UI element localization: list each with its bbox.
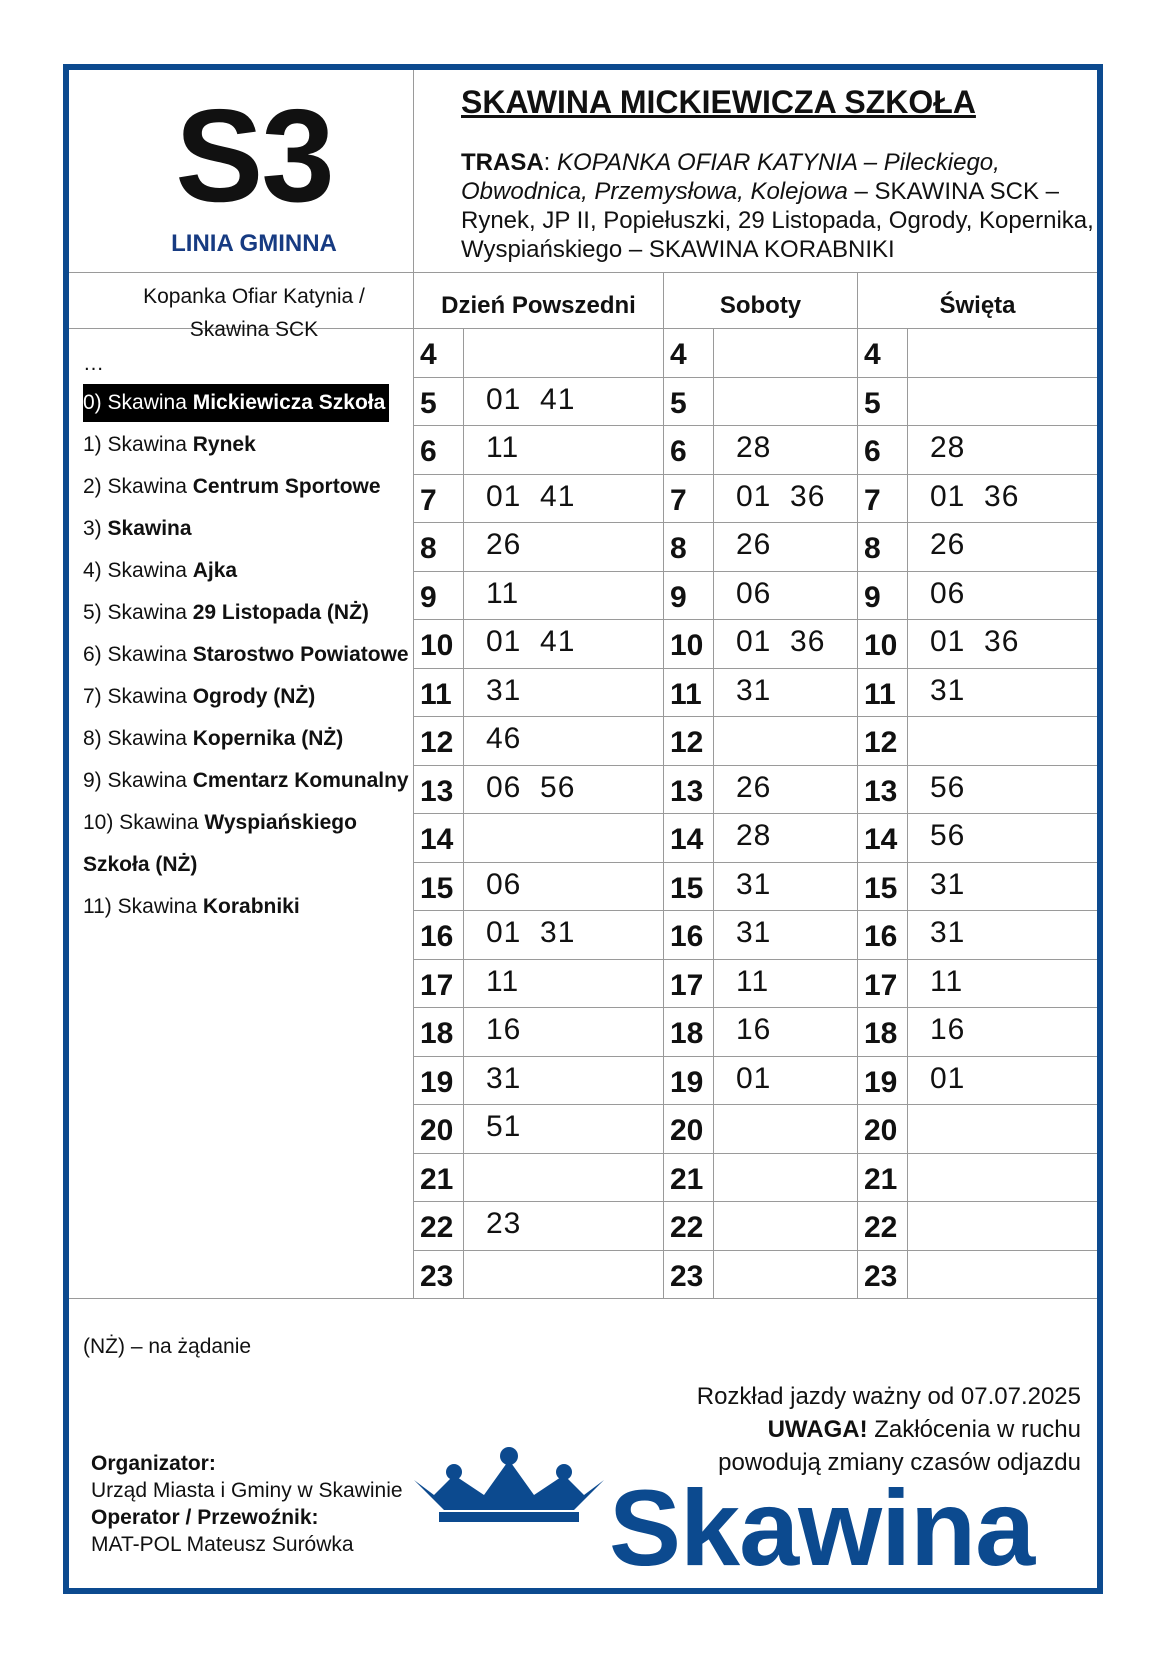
column-holiday: Święta (939, 292, 1016, 319)
divider (414, 474, 1097, 475)
divider (414, 668, 1097, 669)
stop-item (83, 886, 439, 928)
stop-item (83, 382, 439, 424)
departure-minutes: 28 (736, 431, 772, 464)
hour-label: 19 (864, 1065, 898, 1099)
hour-label: 22 (420, 1211, 454, 1244)
route-rest: – SKAWINA SCK – Rynek, JP II, Popiełuszki, 29 Listopada, Ogrody, Kopernika, Wyspiańskiego – SKAWINA KORABNIKI (461, 178, 1094, 263)
hour-label: 5 (670, 386, 687, 420)
stop-prefix: 10) Skawina (83, 811, 205, 834)
departure-minutes: 51 (486, 1110, 522, 1143)
hour-label: 22 (670, 1211, 704, 1244)
hour-label: 19 (670, 1065, 704, 1099)
route-label: TRASA (461, 149, 544, 176)
departure-minutes: 26 (736, 528, 772, 561)
stop-prefix: 7) Skawina (83, 685, 193, 708)
warning (697, 1413, 1081, 1446)
hour-label: 9 (670, 580, 687, 614)
divider (414, 619, 1097, 620)
hour-label: 5 (420, 386, 437, 420)
departure-minutes: 01 (930, 1061, 966, 1095)
hour-label: 9 (420, 580, 437, 614)
hour-label: 13 (420, 774, 454, 808)
departure-minutes: 31 (486, 1061, 522, 1095)
departure-minutes: 16 (736, 1013, 772, 1046)
departure-minutes: 31 (486, 673, 522, 707)
stop-prefix: 0) Skawina (83, 391, 193, 414)
hour-label: 14 (420, 823, 454, 856)
hour-label: 7 (864, 483, 881, 517)
departure-minutes: 11 (486, 431, 520, 464)
stop-name-text: Starostwo Powiatowe (192, 643, 409, 666)
hour-label: 15 (420, 871, 454, 905)
hour-label: 5 (864, 386, 881, 420)
stop-prefix: 3) (83, 517, 108, 540)
departure-minutes: 23 (486, 1207, 522, 1240)
departure-minutes: 16 (930, 1013, 966, 1046)
hour-label: 12 (670, 726, 704, 759)
stop-name-text: Szkoła (NŻ) (83, 853, 198, 876)
hour-label: 23 (670, 1259, 704, 1293)
stop-item (83, 676, 439, 718)
hour-label: 15 (864, 871, 898, 905)
divider (414, 716, 1097, 717)
divider (414, 765, 1097, 766)
route-description: TRASA: KOPANKA OFIAR KATYNIA – Pileckiego, Obwodnica, Przemysłowa, Kolejowa – SKAWINA SCK – Rynek, JP II, Popiełuszki, 29 Listopada, Ogrody, Kopernika, Wyspiańskiego – SKAWINA KORABNIKI (461, 149, 1094, 263)
stop-prefix: 2) Skawina (83, 475, 193, 498)
hour-label: 9 (864, 580, 881, 614)
departure-minutes: 11 (486, 964, 520, 998)
divider (414, 959, 1097, 960)
stop-item (83, 346, 439, 382)
stop-item (83, 760, 439, 802)
hour-label: 4 (864, 338, 881, 371)
departure-minutes: 01 41 (486, 625, 576, 658)
hour-label: 14 (670, 823, 704, 856)
stop-item (83, 802, 439, 844)
stop-prefix: 6) Skawina (83, 643, 193, 666)
stop-name-text: Ogrody (NŻ) (192, 685, 316, 708)
departure-minutes: 11 (930, 964, 964, 998)
hour-label: 11 (864, 677, 896, 711)
warning-label: UWAGA! (767, 1416, 868, 1443)
hour-label: 18 (864, 1017, 898, 1050)
hour-label: 20 (420, 1114, 454, 1147)
hour-label: 17 (670, 968, 704, 1002)
hour-label: 11 (670, 677, 702, 711)
stop-prefix: 4) Skawina (83, 559, 193, 582)
departure-minutes: 31 (930, 673, 966, 707)
hour-label: 6 (420, 435, 437, 468)
stop-name-text: Mickiewicza Szkoła (192, 391, 386, 414)
hour-label: 18 (670, 1017, 704, 1050)
hour-label: 8 (670, 532, 687, 565)
divider (414, 1250, 1097, 1251)
stop-list (83, 346, 439, 928)
departure-minutes: 01 36 (930, 479, 1020, 513)
stop-prefix: … (83, 352, 104, 375)
divider (414, 1007, 1097, 1008)
departure-minutes: 16 (486, 1013, 522, 1046)
departure-minutes: 26 (930, 528, 966, 561)
divider (414, 1201, 1097, 1202)
departure-minutes: 06 (736, 576, 772, 610)
warning-text: Zakłócenia w ruchu (867, 1416, 1081, 1443)
hour-label: 4 (670, 338, 687, 371)
hour-label: 10 (670, 629, 704, 662)
stop-prefix: 11) Skawina (83, 895, 203, 918)
departure-minutes: 01 41 (486, 382, 576, 416)
divider (414, 571, 1097, 572)
line-number: S3 (175, 82, 333, 229)
divider (857, 272, 858, 328)
hour-label: 7 (420, 483, 437, 517)
stop-item (83, 634, 439, 676)
organizer-label: Organizator: (91, 1452, 216, 1475)
route-italic: KOPANKA OFIAR KATYNIA – Pileckiego, Obwodnica, Przemysłowa, Kolejowa (461, 149, 1000, 205)
stop-item (83, 424, 439, 466)
stop-name-text: Cmentarz Komunalny (192, 769, 409, 792)
departure-minutes: 31 (930, 916, 966, 949)
hour-label: 16 (420, 920, 454, 953)
stop-prefix: 9) Skawina (83, 769, 193, 792)
stop-name-text: 29 Listopada (NŻ) (192, 601, 369, 624)
divider (414, 522, 1097, 523)
stop-prefix: 8) Skawina (83, 727, 193, 750)
departure-minutes: 01 31 (486, 916, 576, 949)
stop-name-text: Rynek (192, 433, 256, 456)
divider (414, 813, 1097, 814)
stop-prefix: 5) Skawina (83, 601, 193, 624)
hour-label: 10 (864, 629, 898, 662)
divider (414, 377, 1097, 378)
organizer-info (91, 1450, 403, 1558)
departure-minutes: 31 (736, 673, 772, 707)
departure-minutes: 06 56 (486, 770, 576, 804)
departure-minutes: 01 (736, 1061, 772, 1095)
hour-label: 19 (420, 1065, 454, 1099)
stop-item (83, 466, 439, 508)
hour-label: 4 (420, 338, 437, 371)
direction-from-line2: Skawina SCK (189, 318, 319, 341)
stop-item (83, 592, 439, 634)
hour-label: 6 (670, 435, 687, 468)
departure-minutes: 11 (736, 964, 770, 998)
hour-label: 18 (420, 1017, 454, 1050)
operator-name: MAT-POL Mateusz Surówka (91, 1533, 354, 1556)
stop-name-text: Korabniki (202, 895, 300, 918)
stop-name: SKAWINA MICKIEWICZA SZKOŁA (461, 84, 976, 120)
hour-label: 12 (864, 726, 898, 759)
stop-prefix: 1) Skawina (83, 433, 193, 456)
column-saturday: Soboty (719, 292, 802, 319)
stop-item (83, 844, 439, 886)
divider (414, 425, 1097, 426)
hour-label: 22 (864, 1211, 898, 1244)
hour-label: 13 (864, 774, 898, 808)
hour-label: 7 (670, 483, 687, 517)
hour-label: 6 (864, 435, 881, 468)
departure-minutes: 01 36 (930, 625, 1020, 658)
departure-minutes: 31 (930, 867, 966, 901)
stop-item (83, 550, 439, 592)
stop-name-text: Centrum Sportowe (192, 475, 381, 498)
column-weekday: Dzień Powszedni (441, 292, 636, 319)
departure-minutes: 31 (736, 867, 772, 901)
hour-label: 23 (864, 1259, 898, 1293)
hour-label: 20 (670, 1114, 704, 1147)
departure-minutes: 01 36 (736, 625, 826, 658)
departure-minutes: 56 (930, 770, 966, 804)
divider (69, 272, 1097, 273)
hour-label: 17 (864, 968, 898, 1002)
divider (414, 862, 1097, 863)
divider (663, 272, 664, 328)
departure-minutes: 01 36 (736, 479, 826, 513)
departure-minutes: 01 41 (486, 479, 576, 513)
divider (414, 1104, 1097, 1105)
operator-label: Operator / Przewoźnik: (91, 1506, 319, 1529)
departure-minutes: 46 (486, 722, 522, 755)
divider (69, 1298, 1097, 1299)
direction-from (69, 280, 439, 346)
stop-name-text: Kopernika (NŻ) (192, 727, 344, 750)
departure-minutes: 28 (930, 431, 966, 464)
hour-label: 15 (670, 871, 704, 905)
departure-minutes: 31 (736, 916, 772, 949)
stop-name-text: Ajka (192, 559, 238, 582)
hour-label: 17 (420, 968, 454, 1002)
hour-label: 8 (864, 532, 881, 565)
hour-label: 23 (420, 1259, 454, 1293)
direction-from-line1: Kopanka Ofiar Katynia / (143, 285, 365, 308)
crown-icon (414, 1440, 604, 1530)
hour-label: 11 (420, 677, 452, 711)
validity-date: Rozkład jazdy ważny od 07.07.2025 (696, 1383, 1081, 1410)
departure-minutes: 06 (930, 576, 966, 610)
hour-label: 21 (670, 1162, 704, 1196)
hour-label: 13 (670, 774, 704, 808)
stop-item (83, 508, 439, 550)
departure-minutes: 56 (930, 819, 966, 852)
divider (414, 1056, 1097, 1057)
departure-minutes: 06 (486, 867, 522, 901)
divider (414, 1153, 1097, 1154)
departure-minutes: 26 (486, 528, 522, 561)
departure-minutes: 28 (736, 819, 772, 852)
departure-minutes: 11 (486, 576, 520, 610)
hour-label: 16 (670, 920, 704, 953)
organizer-name: Urząd Miasta i Gminy w Skawinie (91, 1479, 403, 1502)
stop-item (83, 718, 439, 760)
hour-label: 20 (864, 1114, 898, 1147)
skawina-logo: Skawina (609, 1467, 1035, 1588)
stop-name-text: Skawina (107, 517, 192, 540)
line-type: LINIA GMINNA (171, 230, 337, 257)
hour-label: 14 (864, 823, 898, 856)
departure-minutes: 26 (736, 770, 772, 804)
hour-label: 16 (864, 920, 898, 953)
hour-label: 10 (420, 629, 454, 662)
hour-label: 21 (420, 1162, 454, 1196)
divider (414, 910, 1097, 911)
warning-line2: powodują zmiany czasów odjazdu (718, 1449, 1081, 1476)
stop-name-text: Wyspiańskiego (204, 811, 357, 834)
timetable-frame (63, 64, 1103, 1594)
on-request-note: (NŻ) – na żądanie (83, 1335, 252, 1358)
hour-label: 8 (420, 532, 437, 565)
hour-label: 12 (420, 726, 454, 759)
hour-label: 21 (864, 1162, 898, 1196)
